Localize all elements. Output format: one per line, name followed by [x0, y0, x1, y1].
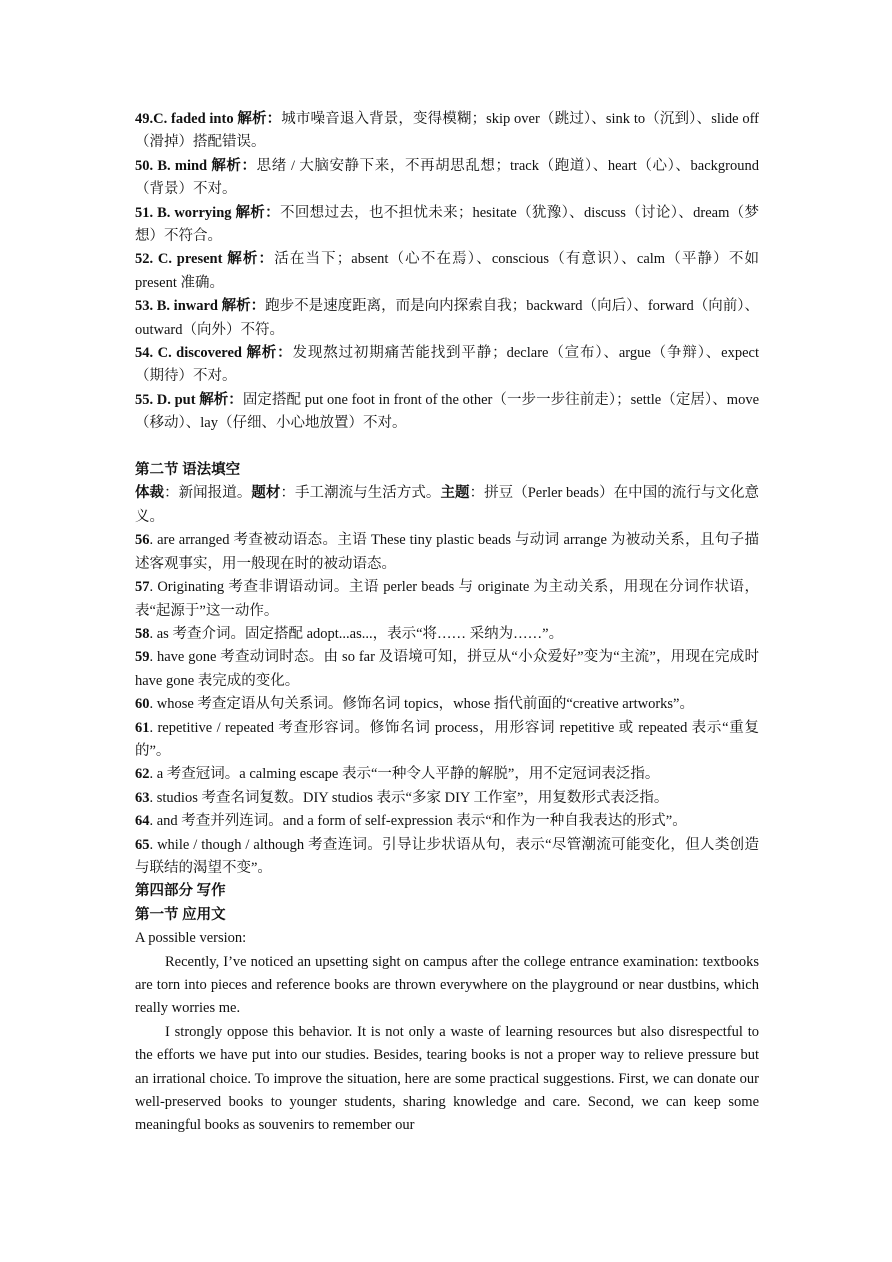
answer-number: 53: [135, 298, 150, 315]
grammar-item-60: [135, 693, 759, 716]
sample-paragraph-2: I strongly oppose this behavior. It is not only a waste of learning resources but also disrespectful to the efforts we have put into our studies. Besides, tearing books is not a proper way to relieve pressure but an irrational choice. To improve the situation, here are some practical suggestions. First, we can donate our well-preserved books to younger students, sharing knowledge and care. Second, we can keep some meaningful books as souvenirs to remember our: [135, 1023, 759, 1134]
answer-item-49: [135, 108, 759, 155]
answer-number: 63: [135, 789, 150, 806]
writing-part-title: 第四部分 写作: [135, 883, 226, 900]
answer-explanation: . as 考查介词。固定搭配 adopt...as...，表示“将…… 采纳为……”。: [149, 625, 564, 642]
answer-number: 62: [135, 766, 150, 783]
answer-number: 50: [135, 157, 150, 174]
answer-number: 52: [135, 251, 150, 268]
answer-number: 60: [135, 696, 150, 713]
grammar-item-57: [135, 576, 759, 623]
grammar-overview: [135, 482, 759, 529]
answer-explanation: . have gone 考查动词时态。由 so far 及语境可知，拼豆从“小众爱好”变为“主流”，用现在完成时 have gone 表完成的变化。: [135, 649, 759, 689]
answer-explanation: . studios 考查名词复数。DIY studios 表示“多家 DIY 工作室”，用复数形式表泛指。: [149, 789, 669, 806]
theme-label: 主题: [440, 485, 470, 502]
answer-item-54: [135, 342, 759, 389]
answer-label: . C. present 解析：: [149, 251, 275, 268]
topic-value: ：手工潮流与生活方式。: [280, 485, 441, 502]
grammar-section-title: 第二节 语法填空: [135, 462, 241, 479]
answer-item-51: [135, 202, 759, 249]
answer-label: . D. put 解析：: [149, 391, 243, 408]
answer-label: . C. discovered 解析：: [149, 345, 293, 362]
answer-number: 55: [135, 391, 150, 408]
answer-item-52: [135, 248, 759, 295]
theme-value: ：拼豆（Perler beads）在中国的流行与文化意义。: [135, 485, 760, 525]
grammar-section: [135, 459, 759, 880]
answer-explanation: 城市噪音退入背景，变得模糊；skip over（跳过）、sink to（沉到）、slide off（滑掉）搭配错误。: [135, 111, 759, 151]
answer-explanation: 跑步不是速度距离，而是向内探索自我；backward（向后）、forward（向前）、outward（向外）不符。: [135, 298, 759, 338]
answer-label: . B. mind 解析：: [149, 157, 257, 174]
genre-label: 体裁: [135, 485, 165, 502]
answer-number: 57: [135, 579, 150, 596]
answer-explanation: . while / though / although 考查连词。引导让步状语从句，表示“尽管潮流可能变化，但人类创造与联结的渴望不变”。: [135, 836, 759, 876]
answer-explanation: 活在当下；absent（心不在焉）、conscious（有意识）、calm（平静）不如 present 准确。: [135, 251, 759, 291]
answer-explanation: 思绪 / 大脑安静下来，不再胡思乱想；track（跑道）、heart（心）、background（背景）不对。: [135, 157, 759, 198]
section-spacer: [135, 436, 759, 459]
answer-explanation: . repetitive / repeated 考查形容词。修饰名词 process，用形容词 repetitive 或 repeated 表示“重复的”。: [135, 719, 759, 759]
grammar-item-64: [135, 810, 759, 833]
answer-explanation: . are arranged 考查被动语态。主语 These tiny plastic beads 与动词 arrange 为被动关系，且句子描述客观事实，用一般现在时的被动语态。: [135, 532, 759, 572]
answer-number: 58: [135, 625, 150, 642]
answer-number: 51: [135, 204, 150, 221]
grammar-item-65: [135, 834, 759, 881]
topic-label: 题材: [251, 485, 281, 502]
answer-label: .C. faded into 解析：: [149, 111, 282, 127]
answer-number: 54: [135, 345, 150, 362]
answer-item-50: [135, 155, 759, 202]
answer-item-53: [135, 295, 759, 342]
writing-section: [135, 880, 759, 1137]
answer-label: . B. worrying 解析：: [149, 204, 280, 221]
answer-explanation: . whose 考查定语从句关系词。修饰名词 topics，whose 指代前面的“creative artworks”。: [149, 696, 694, 713]
answer-number: 59: [135, 649, 150, 666]
answer-number: 61: [135, 719, 150, 736]
answer-explanation: 发现熬过初期痛苦能找到平静；declare（宣布）、argue（争辩）、expect（期待）不对。: [135, 345, 759, 385]
genre-value: ：新闻报道。: [164, 485, 252, 502]
writing-section-title: 第一节 应用文: [135, 906, 226, 923]
grammar-item-56: [135, 529, 759, 576]
grammar-item-62: [135, 763, 759, 786]
answer-number: 49: [135, 111, 150, 127]
answer-explanation: . Originating 考查非谓语动词。主语 perler beads 与 originate 为主动关系，用现在分词作状语，表“起源于”这一动作。: [135, 579, 759, 619]
grammar-item-63: [135, 787, 759, 810]
sample-intro: A possible version:: [135, 930, 247, 947]
grammar-item-59: [135, 646, 759, 693]
answer-explanation: . and 考查并列连词。and a form of self-expression 表示“和作为一种自我表达的形式”。: [149, 813, 687, 830]
grammar-item-61: [135, 717, 759, 764]
answer-explanation: 固定搭配 put one foot in front of the other（一步一步往前走）；settle（定居）、move（移动）、lay（仔细、小心地放置）不对。: [135, 391, 760, 432]
answer-label: . B. inward 解析：: [149, 298, 266, 315]
vocab-answer-list: [135, 108, 759, 436]
answer-number: 65: [135, 836, 150, 853]
sample-paragraph-1: Recently, I’ve noticed an upsetting sight on campus after the college entrance examination: textbooks are torn into pieces and reference books are thrown everywhere on the playground or near dustbins, which really worries me.: [135, 953, 759, 1017]
answer-number: 64: [135, 813, 150, 830]
grammar-item-58: [135, 623, 759, 646]
answer-explanation: . a 考查冠词。a calming escape 表示“一种令人平静的解脱”，用不定冠词表泛指。: [149, 766, 660, 783]
answer-explanation: 不回想过去，也不担忧未来；hesitate（犹豫）、discuss（讨论）、dream（梦想）不符合。: [135, 204, 760, 245]
answer-number: 56: [135, 532, 150, 549]
document-page: [135, 108, 759, 1138]
answer-item-55: [135, 389, 759, 436]
